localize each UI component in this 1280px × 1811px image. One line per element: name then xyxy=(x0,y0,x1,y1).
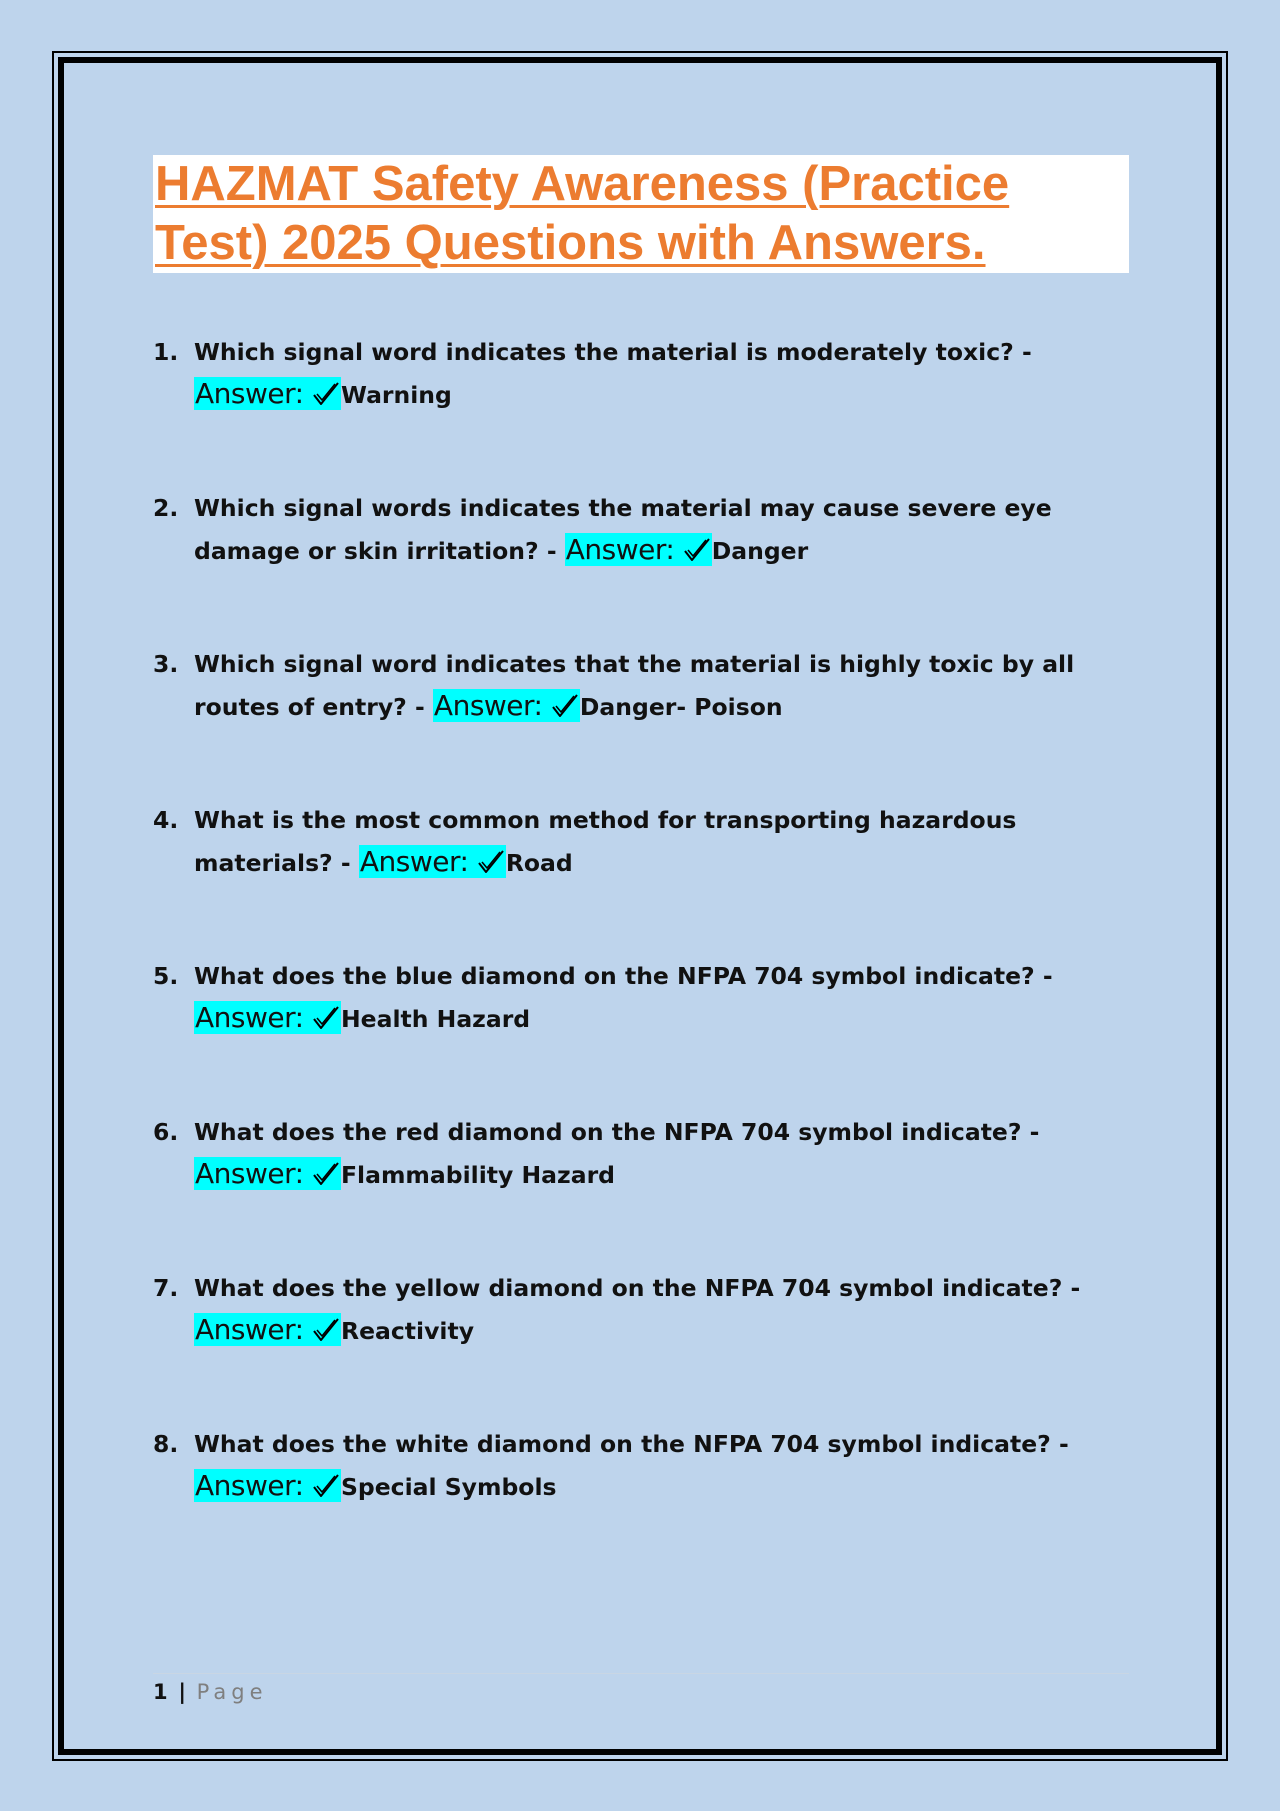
answer-highlight xyxy=(194,1157,341,1190)
checkmark-icon xyxy=(551,693,579,719)
page-separator: | xyxy=(178,1680,186,1704)
question-item xyxy=(153,331,1133,487)
question-number: 3. xyxy=(153,650,179,678)
title-box xyxy=(153,155,1129,273)
answer-label: Answer: xyxy=(359,845,469,878)
question-text: Which signal word indicates that the material is highly toxic by all routes of entry? - xyxy=(194,650,1075,721)
answer-label: Answer: xyxy=(195,1469,304,1502)
footer-divider xyxy=(153,1673,1129,1674)
answer-text: Danger xyxy=(711,537,809,565)
question-number: 8. xyxy=(153,1430,179,1458)
answer-label: Answer: xyxy=(195,377,304,410)
question-text: What is the most common method for transporting hazardous materials? - xyxy=(194,806,1017,877)
document-title: HAZMAT Safety Awareness (Practice Test) 2025 Questions with Answers. xyxy=(155,157,1010,270)
question-item xyxy=(153,1267,1133,1423)
question-number: 5. xyxy=(153,962,179,990)
answer-text: Warning xyxy=(340,381,452,409)
question-number: 4. xyxy=(153,806,179,834)
checkmark-icon xyxy=(312,1317,340,1343)
answer-text: Special Symbols xyxy=(340,1473,557,1501)
checkmark-icon xyxy=(312,1161,340,1187)
checkmark-icon xyxy=(477,849,505,875)
question-item xyxy=(153,1423,1133,1579)
answer-highlight xyxy=(194,1001,341,1034)
answer-text: Health Hazard xyxy=(340,1005,531,1033)
answer-text: Danger- Poison xyxy=(579,693,783,721)
answer-label: Answer: xyxy=(565,533,675,566)
page-label: Page xyxy=(196,1680,268,1704)
question-item xyxy=(153,487,1133,643)
answer-label: Answer: xyxy=(195,1001,304,1034)
question-number: 6. xyxy=(153,1118,179,1146)
question-text: What does the blue diamond on the NFPA 704 symbol indicate? - xyxy=(194,962,1053,990)
answer-highlight xyxy=(194,377,341,410)
answer-highlight xyxy=(194,1313,341,1346)
answer-text: Road xyxy=(505,849,573,877)
question-item xyxy=(153,799,1133,955)
question-item xyxy=(153,1111,1133,1267)
answer-highlight xyxy=(565,533,712,566)
answer-highlight xyxy=(359,845,506,878)
answer-highlight xyxy=(433,689,580,722)
answer-label: Answer: xyxy=(195,1157,304,1190)
question-item xyxy=(153,643,1133,799)
question-text: What does the yellow diamond on the NFPA 704 symbol indicate? - xyxy=(194,1274,1081,1302)
answer-label: Answer: xyxy=(195,1313,304,1346)
answer-label: Answer: xyxy=(433,689,543,722)
question-text: Which signal word indicates the material is moderately toxic? - xyxy=(194,338,1032,366)
answer-text: Reactivity xyxy=(340,1317,475,1345)
question-number: 7. xyxy=(153,1274,179,1302)
question-list xyxy=(153,331,1133,1579)
question-text: What does the white diamond on the NFPA 704 symbol indicate? - xyxy=(194,1430,1069,1458)
question-item xyxy=(153,955,1133,1111)
checkmark-icon xyxy=(312,381,340,407)
checkmark-icon xyxy=(312,1005,340,1031)
question-number: 1. xyxy=(153,338,179,366)
checkmark-icon xyxy=(683,537,711,563)
answer-text: Flammability Hazard xyxy=(340,1161,615,1189)
question-text: Which signal words indicates the material may cause severe eye damage or skin irritation? - xyxy=(194,494,1052,565)
checkmark-icon xyxy=(312,1473,340,1499)
page-footer xyxy=(153,1677,268,1707)
answer-highlight xyxy=(194,1469,341,1502)
question-number: 2. xyxy=(153,494,179,522)
question-text: What does the red diamond on the NFPA 704 symbol indicate? - xyxy=(194,1118,1040,1146)
page-number: 1 xyxy=(153,1680,168,1704)
